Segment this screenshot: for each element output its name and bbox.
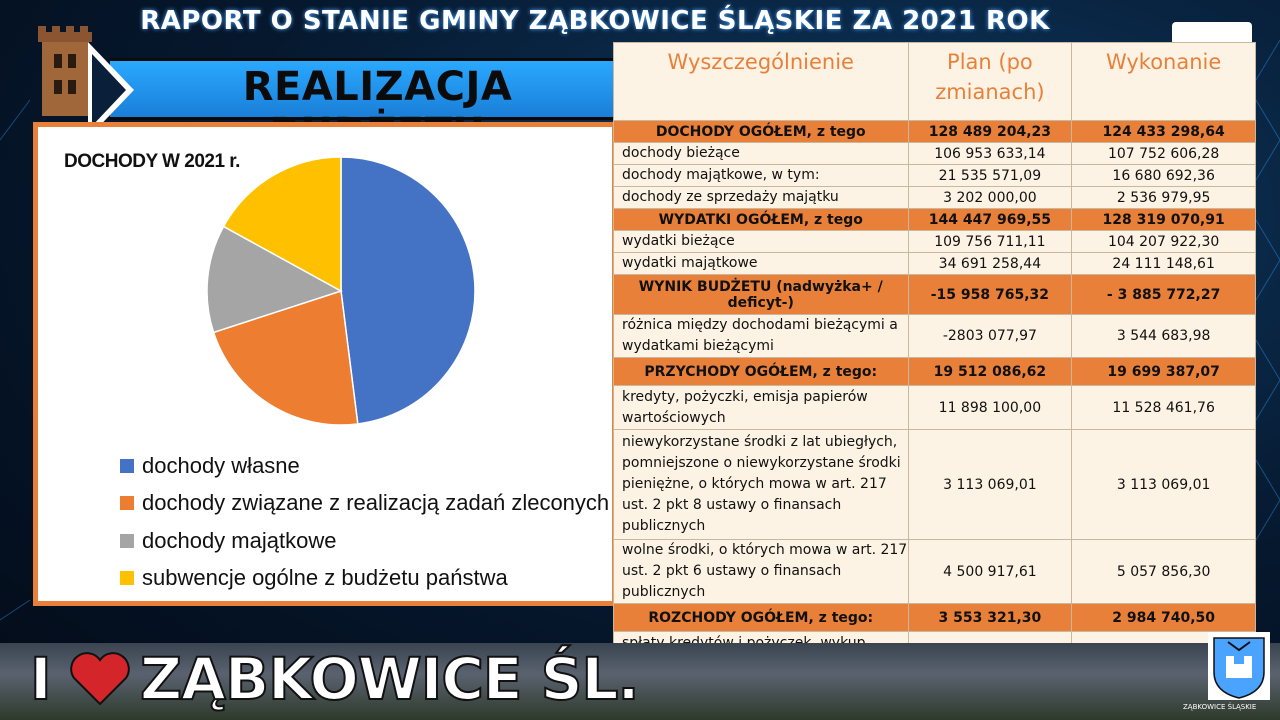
row-description: wydatki bieżące: [614, 231, 909, 253]
heart-icon: [68, 650, 132, 706]
footer-city-name: ZĄBKOWICE ŚL.: [140, 645, 639, 713]
legend-label: dochody związane z realizacją zadań zleconych: [142, 490, 610, 516]
legend-item: [120, 560, 609, 598]
column-header-plan: Plan (po zmianach): [908, 43, 1072, 121]
row-description: dochody majątkowe, w tym:: [614, 165, 909, 187]
row-execution-value: 128 319 070,91: [1072, 209, 1256, 231]
table-row: [614, 604, 1256, 632]
table-row: [614, 253, 1256, 275]
column-header-description: Wyszczególnienie: [614, 43, 909, 121]
table-row: [614, 315, 1256, 358]
column-header-execution: Wykonanie: [1072, 43, 1256, 121]
table-row: [614, 540, 1256, 604]
row-execution-value: 3 113 069,01: [1072, 430, 1256, 540]
table-row: [614, 430, 1256, 540]
row-description: dochody bieżące: [614, 143, 909, 165]
row-description: kredyty, pożyczki, emisja papierów wartościowych: [614, 386, 909, 430]
table-row: [614, 209, 1256, 231]
row-description: WYNIK BUDŻETU (nadwyżka+ / deficyt-): [614, 275, 909, 315]
page-title: RAPORT O STANIE GMINY ZĄBKOWICE ŚLĄSKIE ZA 2021 ROK: [140, 6, 1050, 36]
budget-table-panel: [613, 42, 1256, 684]
chart-title: DOCHODY W 2021 r.: [64, 151, 240, 172]
row-plan-value: 4 500 917,61: [908, 540, 1072, 604]
row-execution-value: 104 207 922,30: [1072, 231, 1256, 253]
row-description: DOCHODY OGÓŁEM, z tego: [614, 121, 909, 143]
row-description: różnica między dochodami bieżącymi a wydatkami bieżącymi: [614, 315, 909, 358]
row-description: dochody ze sprzedaży majątku: [614, 187, 909, 209]
row-description: wydatki majątkowe: [614, 253, 909, 275]
row-plan-value: 34 691 258,44: [908, 253, 1072, 275]
row-execution-value: 124 433 298,64: [1072, 121, 1256, 143]
row-plan-value: -2803 077,97: [908, 315, 1072, 358]
crest-top-icon: [1172, 22, 1252, 44]
legend-label: dochody własne: [142, 452, 300, 478]
legend-label: dochody majątkowe: [142, 527, 337, 553]
row-plan-value: 21 535 571,09: [908, 165, 1072, 187]
table-row: [614, 275, 1256, 315]
chart-panel: [33, 122, 617, 606]
table-row: [614, 143, 1256, 165]
chart-legend: [120, 447, 609, 597]
table-row: [614, 187, 1256, 209]
pie-chart: [201, 151, 481, 431]
row-execution-value: 5 057 856,30: [1072, 540, 1256, 604]
row-description: niewykorzystane środki z lat ubiegłych, pomniejszone o niewykorzystane środki pieniężne, o których mowa w art. 217 ust. 2 pkt 8 ustawy o finansach publicznych: [614, 430, 909, 540]
section-title: REALIZACJA: [242, 64, 513, 110]
legend-item: [120, 447, 609, 485]
row-plan-value: 144 447 969,55: [908, 209, 1072, 231]
row-description: ROZCHODY OGÓŁEM, z tego:: [614, 604, 909, 632]
row-execution-value: 19 699 387,07: [1072, 358, 1256, 386]
row-execution-value: 11 528 461,76: [1072, 386, 1256, 430]
row-plan-value: 3 553 321,30: [908, 604, 1072, 632]
legend-label: subwencje ogólne z budżetu państwa: [142, 565, 508, 591]
legend-swatch: [120, 459, 134, 473]
row-plan-value: 11 898 100,00: [908, 386, 1072, 430]
row-plan-value: 109 756 711,11: [908, 231, 1072, 253]
table-row: [614, 165, 1256, 187]
table-row: [614, 386, 1256, 430]
row-plan-value: 19 512 086,62: [908, 358, 1072, 386]
table-row: [614, 121, 1256, 143]
row-execution-value: 3 544 683,98: [1072, 315, 1256, 358]
footer-i-letter: I: [30, 645, 52, 713]
legend-item: [120, 485, 609, 523]
row-execution-value: 2 536 979,95: [1072, 187, 1256, 209]
row-description: PRZYCHODY OGÓŁEM, z tego:: [614, 358, 909, 386]
row-description: WYDATKI OGÓŁEM, z tego: [614, 209, 909, 231]
row-plan-value: 3 202 000,00: [908, 187, 1072, 209]
row-execution-value: 2 984 740,50: [1072, 604, 1256, 632]
row-plan-value: 106 953 633,14: [908, 143, 1072, 165]
table-row: [614, 231, 1256, 253]
city-crest-icon: [1208, 632, 1270, 700]
row-execution-value: 16 680 692,36: [1072, 165, 1256, 187]
row-description: wolne środki, o których mowa w art. 217 ust. 2 pkt 6 ustawy o finansach publicznych: [614, 540, 909, 604]
budget-table: [613, 42, 1256, 676]
row-plan-value: 128 489 204,23: [908, 121, 1072, 143]
legend-swatch: [120, 534, 134, 548]
row-execution-value: 107 752 606,28: [1072, 143, 1256, 165]
row-execution-value: - 3 885 772,27: [1072, 275, 1256, 315]
legend-item: [120, 522, 609, 560]
row-plan-value: 3 113 069,01: [908, 430, 1072, 540]
row-execution-value: 24 111 148,61: [1072, 253, 1256, 275]
crest-caption: ZĄBKOWICE ŚLĄSKIE: [1183, 703, 1257, 711]
row-plan-value: -15 958 765,32: [908, 275, 1072, 315]
table-row: [614, 358, 1256, 386]
legend-swatch: [120, 496, 134, 510]
legend-swatch: [120, 571, 134, 585]
pie-slice: [341, 157, 475, 424]
